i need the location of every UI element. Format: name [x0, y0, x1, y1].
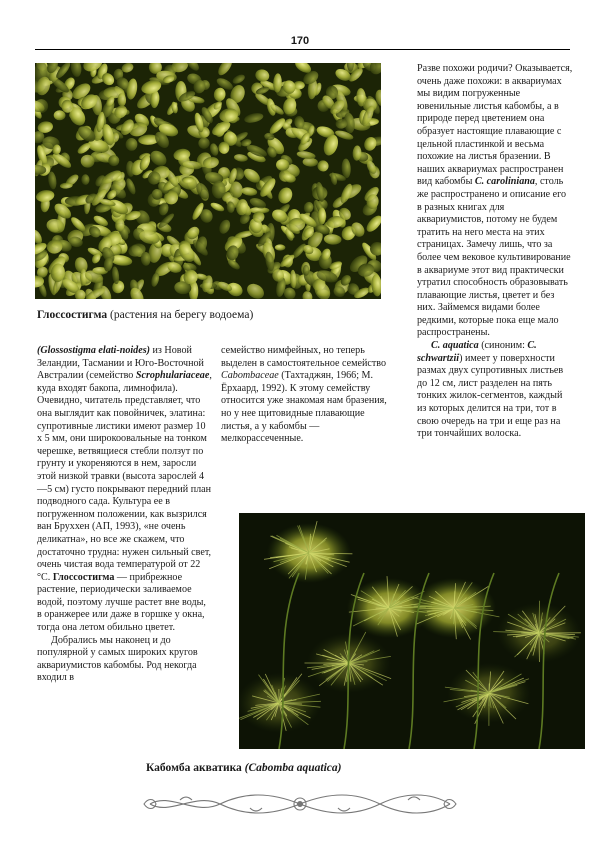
header-rule — [35, 49, 570, 50]
text-run: Разве похожи родичи? Оказывается, очень даже похожи: в аквариумах мы видим погруженные ювенильные листья кабомбы, а в природе перед цветением она образует настоящие плавающие с цельной пластинкой и весьма похожие на листья бразении. В наших аквариумах распространен вид кабомбы — [417, 63, 573, 188]
text-run: , куда входят бакопа, лимнофила). Очевидно, читатель представляет, что она выглядит как повойничек, элатина: супротивные листики имеют размер 10 х 5 мм, они широкоовальные на тонком черешке, ветвящиеся стебли ползут по грунту и укореняются в нем, заросли этой низкой травки (высота зарослей 4—5 см) густо покрывают передний план подводного сада. Культура ее в погруженном положении, как вызрился ван Бруххен (АП, 1993), «не очень деликатна», но все же скажем, что достаточно трудна: нужен сильный свет, очень чистая вода температурой от 22 °С. — [37, 370, 212, 583]
text-column-left — [37, 345, 213, 685]
text-run: (Тахтаджян, 1966; М. Ёрхаард, 1992). К этому семейству относится уже знакомая нам бразения, но у нее щитовидные плавающие листья, а у кабомбы — мелкорассеченные. — [221, 370, 387, 445]
family-name: Cabombaceae — [221, 370, 279, 382]
paragraph — [37, 345, 213, 635]
text-column-middle — [221, 345, 391, 446]
text-run: (синоним: — [478, 340, 528, 352]
cabomba-caption — [146, 762, 341, 775]
paragraph — [417, 63, 573, 340]
caption-rest: (растения на берегу водоема) — [107, 309, 254, 321]
text-run: из Новой Зеландии, Тасмании и Юго-Восточной Австралии (семейство — [37, 345, 204, 382]
paragraph — [417, 340, 573, 441]
text-run: , столь же распространено и описание его в разных книгах для аквариумистов, потому не будем тратить на него места на этих страницах. Замечу лишь, что за более чем вековое культивирование в аквариуме этот вид практически утратил способность образовывать плавающие листья, цветет и без них. Займемся видами более редкими, которые пока еще мало распространены. — [417, 176, 571, 339]
family-name: Scrophulariaceae — [135, 370, 210, 382]
glossostigma-caption — [37, 309, 253, 322]
species-name: C. aquatica — [431, 340, 479, 352]
text-run: семейство нимфейных, но теперь выделен в самостоятельное семейство — [221, 345, 387, 369]
caption-bold: Кабомба акватика — [146, 762, 242, 774]
species-name: C. schwartzii — [417, 340, 537, 364]
text-column-right — [417, 63, 573, 441]
latin-name: (Glossostigma elati-noides) — [37, 345, 150, 356]
glossostigma-photo — [35, 63, 381, 299]
plant-name: Глоссостигма — [52, 571, 115, 583]
footer-ornament — [140, 790, 460, 818]
page-number: 170 — [290, 35, 310, 47]
caption-latin: (Cabomba aquatica) — [244, 762, 342, 774]
caption-bold: Глоссостигма — [37, 309, 108, 321]
paragraph — [221, 345, 391, 446]
text-run: — прибрежное растение, периодически заливаемое водой, поэтому лучше растет вне воды, в оранжерее или даже в горшке у окна, тогда она летом обильно цветет. — [37, 571, 206, 634]
species-name: C. caroliniana — [474, 176, 535, 188]
cabomba-photo — [239, 513, 585, 749]
paragraph: Добрались мы наконец и до популярной у самых широких кругов аквариумистов кабомбы. Род некогда входил в — [37, 634, 198, 684]
text-run: ) имеет у поверхности размах двух супротивных листьев до 12 см, лист разделен на пять тонких жилок-сегментов, каждый из которых делится на три, тот в свою очередь на три и еще раз на три тончайших волоска. — [417, 352, 564, 440]
